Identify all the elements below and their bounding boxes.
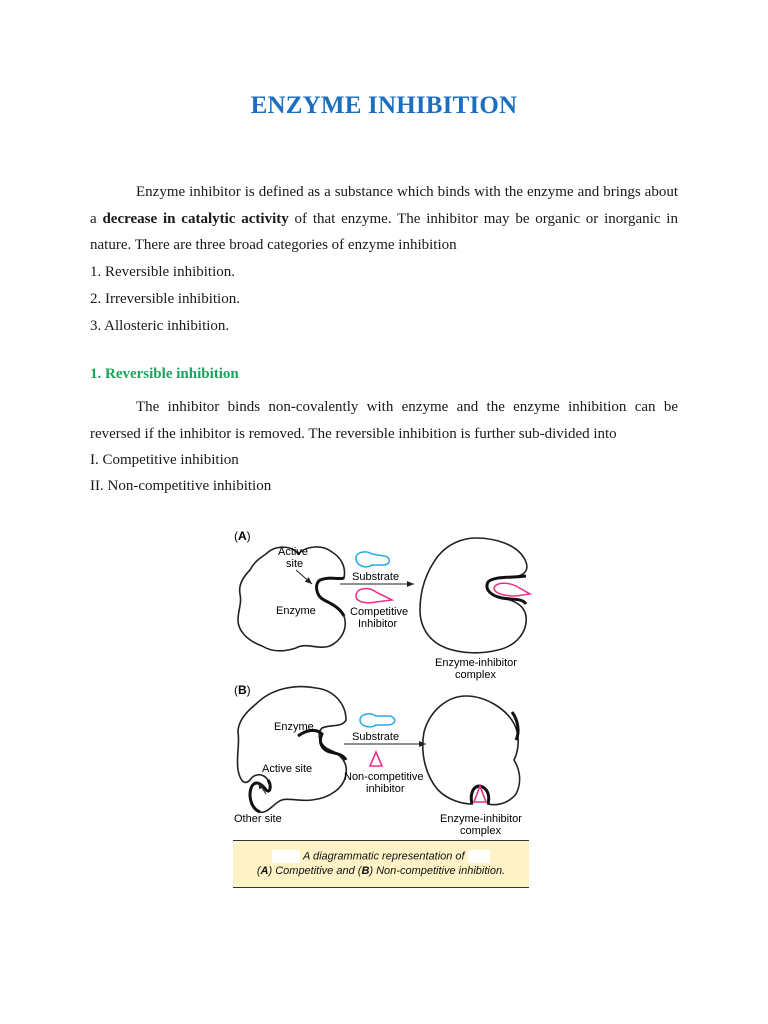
competitive-inhibitor-icon bbox=[356, 589, 392, 603]
caption-line-2: (A) Competitive and (B) Non-competitive inhibition. bbox=[256, 865, 506, 877]
intro-paragraph bbox=[90, 179, 678, 259]
section-paragraph-text: The inhibitor binds non-covalently with enzyme and the enzyme inhibition can be reversed if the inhibitor is removed. The reversible inhibition is further sub-divided into bbox=[90, 399, 678, 442]
active-site-label: Active site bbox=[262, 763, 313, 775]
substrate-label: Substrate bbox=[352, 731, 400, 743]
intro-bold-phrase: decrease in catalytic activity bbox=[102, 210, 289, 227]
intro-text-end: of that enzyme. The inhibitor may be organic or inorganic in nature. There are three broad categories of enzyme inhibition bbox=[90, 210, 678, 253]
complex-label: Enzyme-inhibitor bbox=[440, 813, 522, 825]
complex-label: complex bbox=[460, 825, 501, 837]
noncompetitive-inhibitor-icon bbox=[370, 752, 382, 766]
inhibitor-label: inhibitor bbox=[366, 783, 405, 795]
substrate-icon bbox=[360, 714, 395, 727]
complex-label: complex bbox=[455, 669, 496, 681]
active-site-a bbox=[317, 578, 344, 616]
enzyme-b-shape bbox=[237, 687, 346, 813]
active-site-label: Active bbox=[278, 546, 308, 558]
intro-text-start: Enzyme inhibitor is defined as a substance which binds with the enzyme and brings about a bbox=[90, 184, 678, 227]
category-item: 2. Irreversible inhibition. bbox=[90, 291, 240, 307]
inhibitor-label: Inhibitor bbox=[358, 618, 398, 630]
substrate-icon bbox=[356, 552, 389, 567]
subtype-item: II. Non-competitive inhibition bbox=[90, 478, 272, 494]
inhibitor-label: Competitive bbox=[350, 606, 409, 618]
page-title: ENZYME INHIBITION bbox=[250, 92, 518, 119]
enzyme-label: Enzyme bbox=[274, 721, 314, 733]
inhibitor-label: Non-competitive bbox=[344, 771, 424, 783]
caption-line-1: A diagrammatic representation of bbox=[302, 850, 465, 863]
complex-b-shape bbox=[423, 696, 520, 805]
category-item: 3. Allosteric inhibition. bbox=[90, 318, 230, 334]
other-site-label: Other site bbox=[234, 813, 282, 825]
inhibition-figure bbox=[226, 524, 536, 840]
section-heading: 1. Reversible inhibition bbox=[90, 366, 239, 382]
panel-a-label: (A) bbox=[234, 529, 251, 543]
panel-b-label: (B) bbox=[234, 683, 251, 697]
figure-caption bbox=[233, 840, 529, 888]
enzyme-label: Enzyme bbox=[276, 605, 316, 617]
category-item: 1. Reversible inhibition. bbox=[90, 264, 235, 280]
active-site-label: site bbox=[286, 558, 304, 570]
complex-label: Enzyme-inhibitor bbox=[435, 657, 517, 669]
section-paragraph bbox=[90, 394, 678, 447]
substrate-label: Substrate bbox=[352, 571, 400, 583]
subtype-item: I. Competitive inhibition bbox=[90, 452, 239, 468]
complex-a-site bbox=[487, 576, 526, 604]
active-site-b bbox=[298, 730, 346, 760]
bound-inhibitor-icon bbox=[494, 583, 530, 596]
